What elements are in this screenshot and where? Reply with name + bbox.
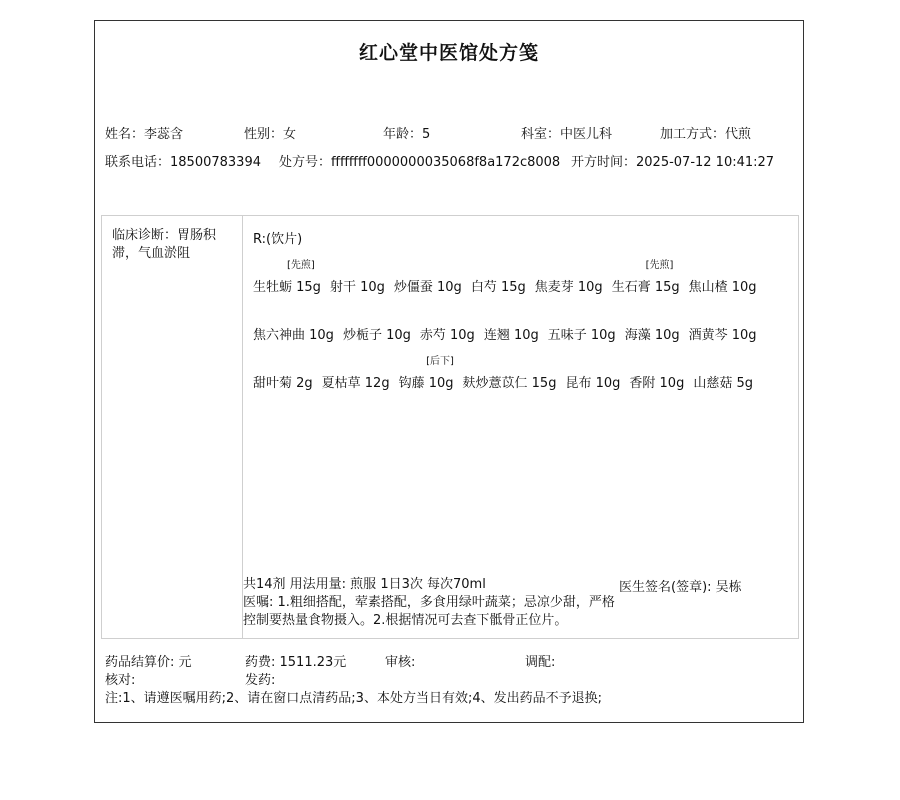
clinical-diagnosis: 临床诊断：胃肠积滞，气血淤阻 [112, 228, 217, 261]
herb-item [322, 372, 390, 391]
herb-item [611, 260, 680, 295]
herb-name: 赤芍 10g [419, 328, 475, 343]
page-title: 红心堂中医馆处方笺 [358, 42, 539, 64]
drug-fee: 药费: 1511.23元 [245, 655, 347, 670]
herb-item [689, 276, 757, 295]
herb-item [253, 372, 313, 391]
footer-note: 注:1、请遵医嘱用药;2、请在窗口点清药品;3、本处方当日有效;4、发出药品不予退换; [105, 691, 602, 706]
herb-decoction-note: [后下] [426, 356, 454, 367]
herb-row [253, 260, 766, 295]
herb-name: 钩藤 10g [398, 376, 454, 391]
herb-row [253, 324, 766, 343]
herb-name: 夏枯草 12g [321, 376, 390, 391]
patient-gender: 性别：女 [244, 127, 297, 142]
prescription-time: 开方时间：2025-07-12 10:41:27 [571, 155, 775, 170]
herb-item [565, 372, 620, 391]
prescription-number: 处方号：ffffffff0000000035068f8a172c8008 [279, 155, 561, 170]
herb-decoction-note: [先煎] [286, 260, 315, 271]
herb-row [253, 356, 762, 391]
herb-item [471, 276, 526, 295]
herb-name: 昆布 10g [565, 376, 621, 391]
herb-name: 炒栀子 10g [342, 328, 411, 343]
herb-name: 生牡蛎 15g [253, 280, 321, 295]
herb-item [463, 372, 557, 391]
herb-item [253, 324, 334, 343]
herb-name: 甜叶菊 2g [253, 376, 313, 391]
herb-item [398, 356, 454, 391]
herb-name: 焦麦芽 10g [534, 280, 603, 295]
herb-item [343, 324, 411, 343]
herb-name: 炒僵蚕 10g [393, 280, 462, 295]
prescription-sheet [94, 20, 804, 723]
herb-name: 连翘 10g [483, 328, 539, 343]
review-field: 审核: [385, 655, 416, 670]
doctor-signature: 医生签名(签章): 吴栋 [619, 580, 742, 595]
rx-label: R:(饮片) [253, 232, 303, 247]
herb-item [535, 276, 603, 295]
herb-name: 白芍 15g [470, 280, 526, 295]
herb-name: 山慈菇 5g [693, 376, 753, 391]
settlement-price: 药品结算价: 元 [105, 655, 192, 670]
herb-item [629, 372, 684, 391]
herb-name: 生石膏 15g [611, 280, 680, 295]
herb-name: 海藻 10g [624, 328, 680, 343]
herb-item [548, 324, 616, 343]
herb-item [253, 260, 321, 295]
herb-item [484, 324, 539, 343]
herb-item [420, 324, 475, 343]
diagnosis-column [102, 216, 243, 638]
doctor-advice: 医嘱: 1.粗细搭配，荤素搭配，多食用绿叶蔬菜；忌凉少甜，严格控制要热量食物摄入。2.根据情况可去查下骶骨正位片。 [243, 595, 615, 628]
check-field: 核对: [105, 673, 136, 688]
herb-decoction-note: [先煎] [645, 260, 674, 271]
prescription-column [243, 216, 798, 638]
herb-item [394, 276, 462, 295]
herb-name: 射干 10g [329, 280, 385, 295]
herb-item [625, 324, 680, 343]
herb-name: 麸炒薏苡仁 15g [462, 376, 557, 391]
herb-name: 香附 10g [629, 376, 685, 391]
department: 科室：中医儿科 [521, 127, 613, 142]
herb-item [689, 324, 757, 343]
herb-name: 五味子 10g [547, 328, 616, 343]
usage-block [243, 576, 623, 630]
deliver-field: 发药: [245, 673, 276, 688]
prescription-box [101, 215, 799, 639]
processing-method: 加工方式：代煎 [660, 127, 752, 142]
herb-name: 酒黄芩 10g [688, 328, 757, 343]
herb-name: 焦山楂 10g [688, 280, 757, 295]
herb-item [693, 372, 753, 391]
patient-name: 姓名：李蕊含 [105, 127, 184, 142]
patient-age: 年龄：5 [383, 127, 431, 142]
contact-phone: 联系电话：18500783394 [105, 155, 261, 170]
herb-item [330, 276, 385, 295]
usage-dosage: 共14剂 用法用量: 煎服 1日3次 每次70ml [243, 577, 486, 592]
herb-name: 焦六神曲 10g [253, 328, 334, 343]
dispense-field: 调配: [525, 655, 556, 670]
